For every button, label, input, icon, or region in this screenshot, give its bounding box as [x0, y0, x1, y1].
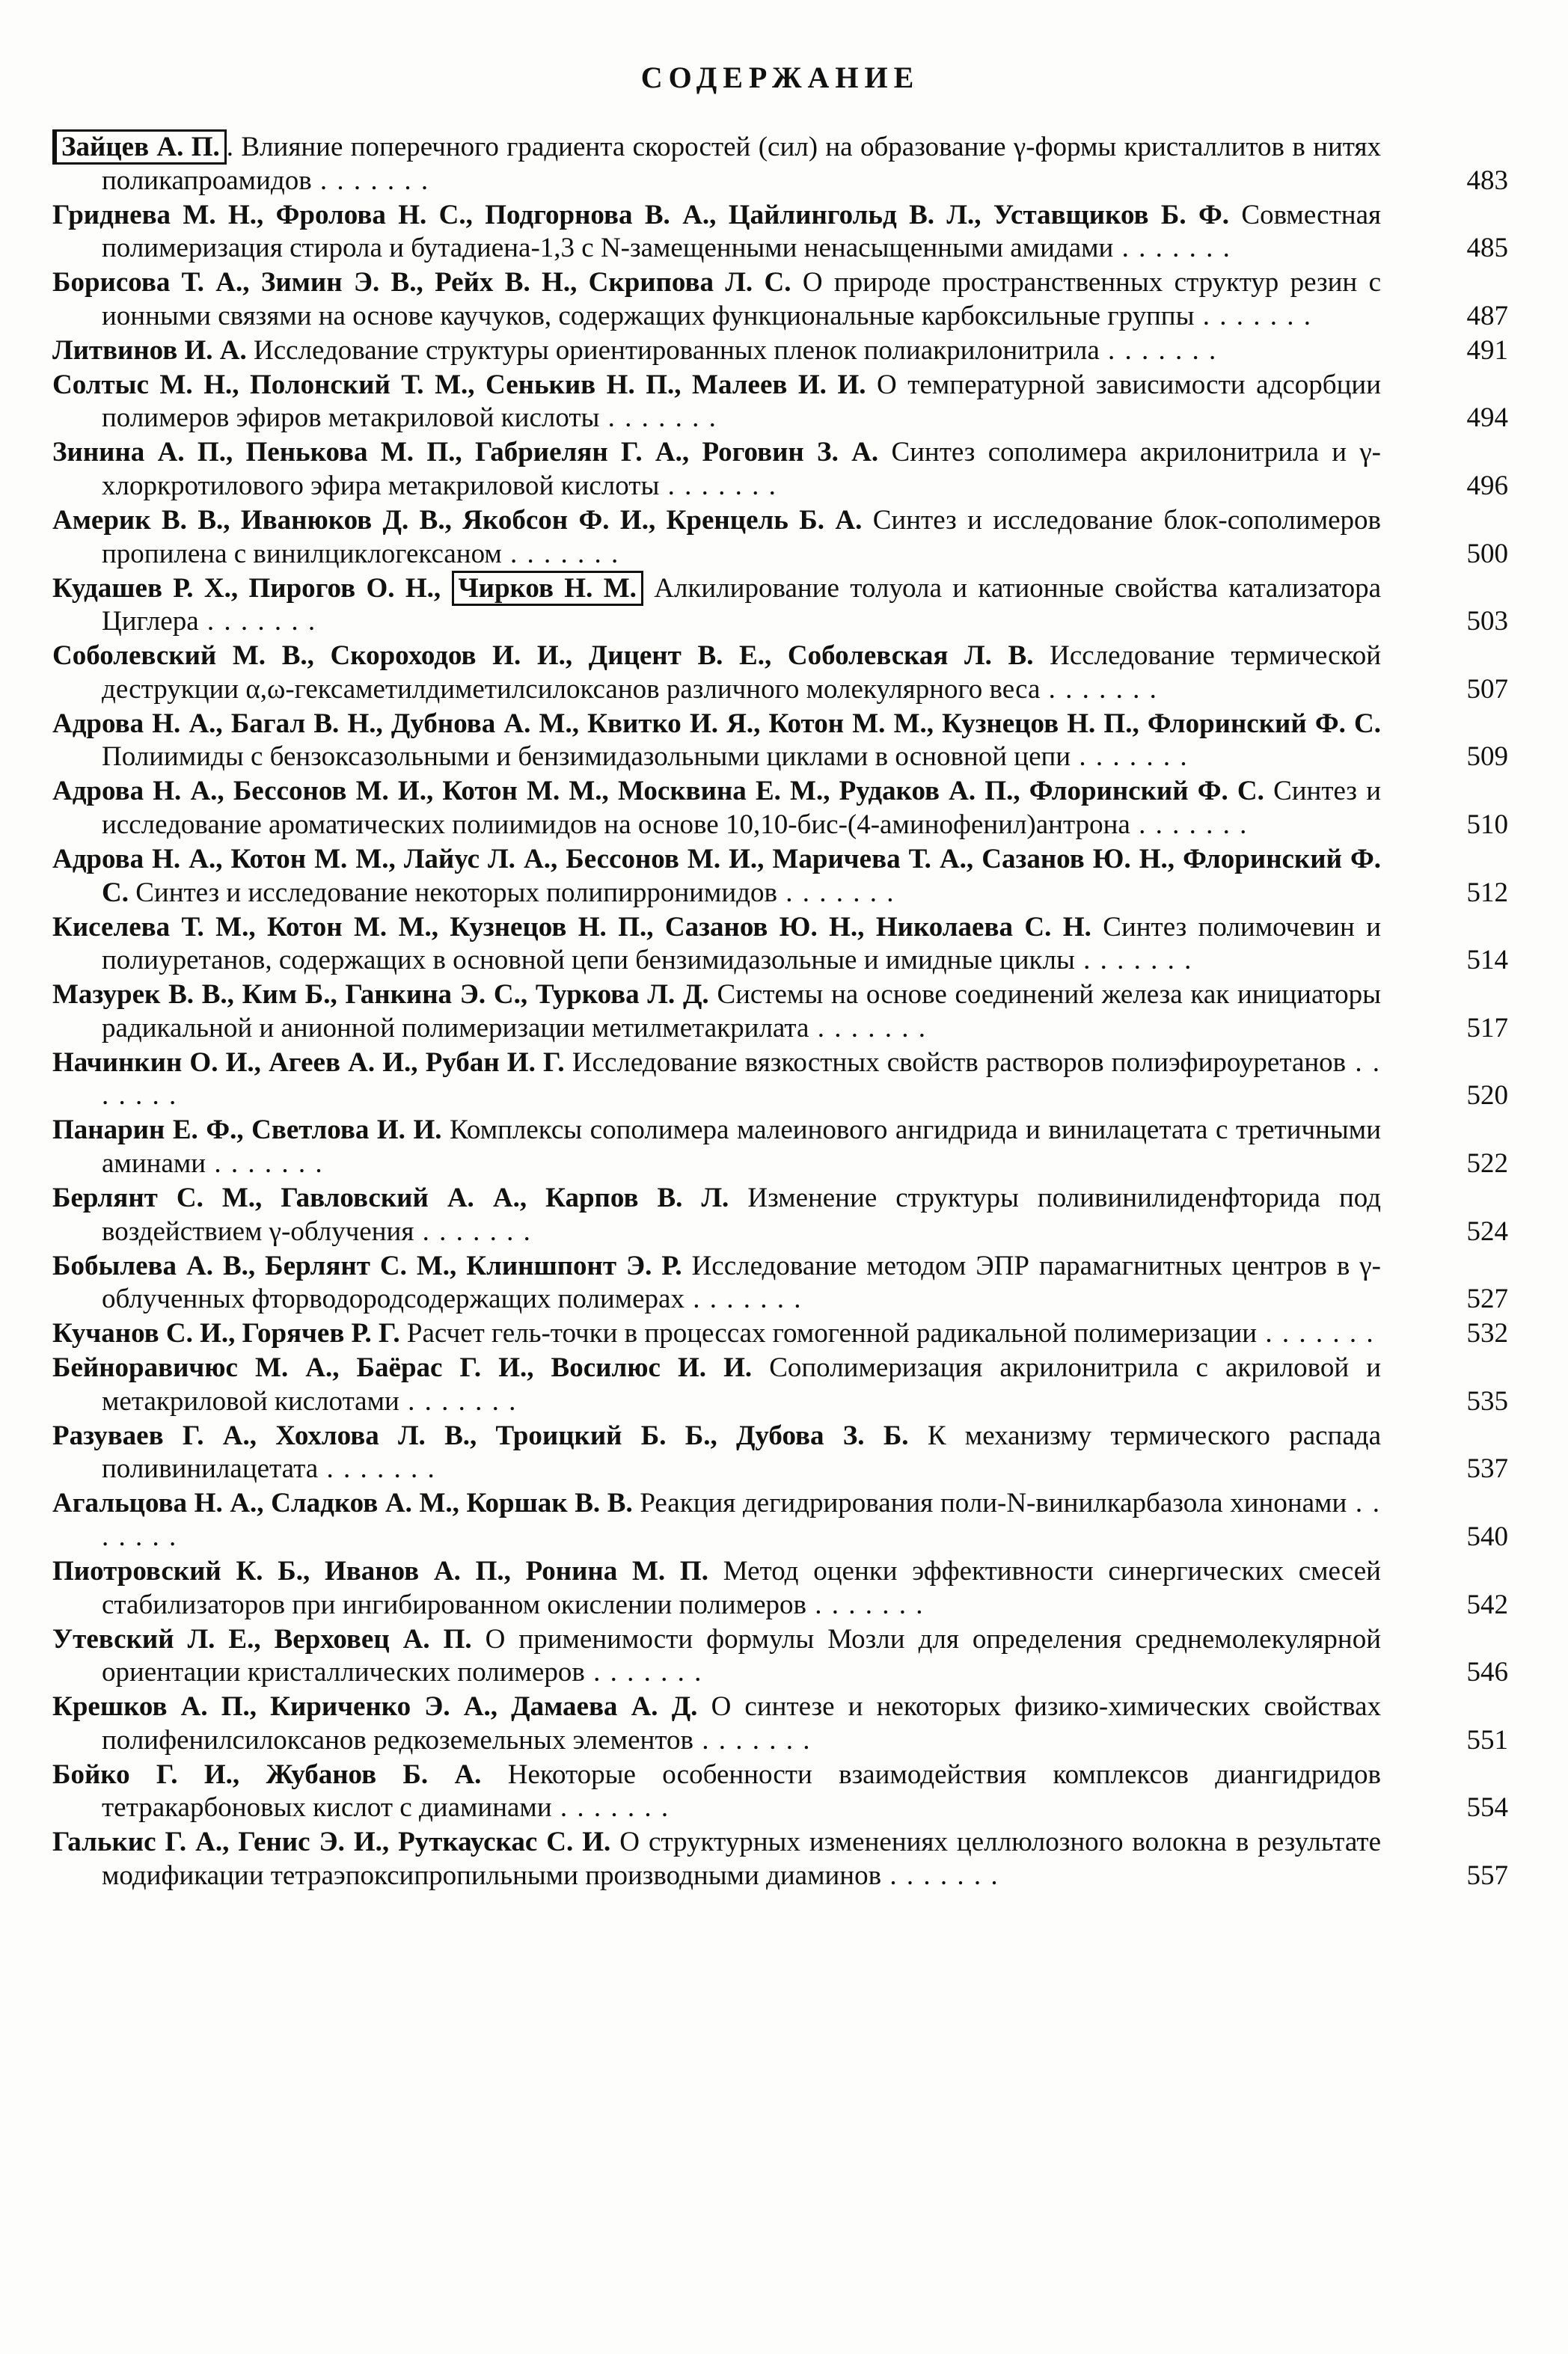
toc-entry	[52, 1046, 1508, 1113]
entry-page-number: 524	[1466, 1216, 1508, 1247]
entry-authors: Америк В. В., Иванюков Д. В., Якобсон Ф. И., Кренцель Б. А.	[52, 505, 863, 536]
toc-entry	[52, 266, 1508, 333]
entry-page-number: 487	[1466, 300, 1508, 331]
leader-dots: . . . . . . .	[806, 1589, 925, 1620]
entry-page-number: 527	[1466, 1284, 1508, 1315]
entry-page-number: 542	[1466, 1589, 1508, 1620]
entry-title: Исследование методом ЭПР парамагнитных центров в γ-облученных фторводородсодержащих полимерах	[102, 1250, 1381, 1315]
entry-title: О структурных изменениях целлюлозного волокна в результате модификации тетраэпоксипропильными производными диаминов	[102, 1827, 1381, 1891]
entry-page-number: 532	[1466, 1318, 1508, 1349]
leader-dots: . . . . . . .	[1099, 334, 1218, 366]
entry-page-number: 514	[1466, 945, 1508, 976]
entry-title: Комплексы сополимера малеинового ангидрида и винилацетата с третичными аминами	[102, 1115, 1381, 1179]
entry-authors: Соболевский М. В., Скороходов И. И., Дицент В. Е., Соболевская Л. В.	[52, 640, 1034, 672]
toc-entry	[52, 572, 1508, 639]
entry-title: Реакция дегидрирования поли-N-винилкарбазола хинонами	[640, 1488, 1347, 1519]
leader-dots: . . . . . . .	[551, 1792, 670, 1824]
toc-entry	[52, 436, 1508, 503]
leader-dots: . . . . . . .	[102, 1488, 1382, 1552]
entry-authors: Киселева Т. М., Котон М. М., Кузнецов Н. П., Сазанов Ю. Н., Николаева С. Н.	[52, 911, 1091, 942]
entry-title: Исследование структуры ориентированных пленок полиакрилонитрила	[254, 334, 1100, 366]
entry-page-number: 494	[1466, 402, 1508, 434]
leader-dots: . . . . . . .	[693, 1724, 812, 1756]
entry-page-number: 540	[1466, 1521, 1508, 1552]
entry-authors: Зинина А. П., Пенькова М. П., Габриелян Г. А., Роговин З. А.	[52, 437, 879, 468]
entry-page-number: 517	[1466, 1012, 1508, 1043]
entry-authors: Борисова Т. А., Зимин Э. В., Рейх В. Н., Скрипова Л. С.	[52, 267, 791, 298]
entry-page-number: 520	[1466, 1080, 1508, 1112]
toc-entry	[52, 199, 1508, 266]
toc-entry	[52, 131, 1508, 197]
toc-entry	[52, 1114, 1508, 1180]
toc-entry	[52, 640, 1508, 706]
entry-title: Расчет гель-точки в процессах гомогенной радикальной полимеризации	[406, 1318, 1258, 1349]
entry-page-number: 537	[1466, 1453, 1508, 1485]
entry-title: Сополимеризация акрилонитрила с акриловой и метакриловой кислотами	[102, 1352, 1382, 1417]
toc-entry	[52, 1487, 1508, 1554]
entry-title: Алкилирование толуола и катионные свойства катализатора Циглера	[102, 572, 1382, 637]
entry-authors: Бейноравичюс М. А., Баёрас Г. И., Восилюс И. И.	[52, 1352, 753, 1384]
leader-dots: . . . . . . .	[599, 402, 717, 434]
toc-entry	[52, 1623, 1508, 1690]
toc-entry	[52, 1420, 1508, 1486]
entry-authors: Адрова Н. А., Багал В. Н., Дубнова А. М., Квитко И. Я., Котон М. М., Кузнецов Н. П., Флоринский Ф. С.	[52, 708, 1381, 739]
toc-entry	[52, 1317, 1508, 1351]
entry-title: Синтез и исследование некоторых полипирронимидов	[135, 877, 777, 908]
entry-authors: Кудашев Р. Х., Пирогов О. Н.,	[52, 572, 441, 604]
entry-authors: Агальцова Н. А., Сладков А. М., Коршак В. В.	[52, 1488, 633, 1519]
leader-dots: . . . . . . .	[1130, 809, 1249, 840]
leader-dots: . . . . . . .	[584, 1657, 703, 1688]
entry-authors: Мазурек В. В., Ким Б., Ганкина Э. С., Туркова Л. Д.	[52, 979, 709, 1011]
toc-entry	[52, 1826, 1508, 1892]
leader-dots: . . . . . . .	[414, 1216, 532, 1247]
entry-page-number: 535	[1466, 1385, 1508, 1417]
entry-page-number: 557	[1466, 1860, 1508, 1891]
entry-page-number: 500	[1466, 538, 1508, 569]
entry-title: Изменение структуры поливинилиденфторида под воздействием γ-облучения	[102, 1183, 1382, 1247]
entry-title: Совместная полимеризация стирола и бутадиена-1,3 с N-замещенными ненасыщенными амидами	[102, 199, 1382, 264]
toc-entry	[52, 504, 1508, 571]
entry-page-number: 485	[1466, 233, 1508, 264]
entry-boxed-author: Зайцев А. П.	[52, 129, 227, 165]
toc-entry	[52, 911, 1508, 978]
entry-title: Исследование термической деструкции α,ω-гексаметилдиметилсилоксанов различного молекулярного веса	[102, 640, 1381, 705]
leader-dots: . . . . . . .	[206, 1147, 324, 1179]
entry-authors: Разуваев Г. А., Хохлова Л. В., Троицкий Б. Б., Дубова З. Б.	[52, 1420, 909, 1451]
entry-authors: Адрова Н. А., Бессонов М. И., Котон М. М., Москвина Е. М., Рудаков А. П., Флоринский Ф. С.	[52, 776, 1264, 807]
entry-title: О применимости формулы Мозли для определения среднемолекулярной ориентации кристаллических полимеров	[102, 1623, 1381, 1688]
leader-dots: . . . . . . .	[198, 606, 317, 637]
leader-dots: . . . . . . .	[102, 1046, 1381, 1112]
entry-authors: Пиотровский К. Б., Иванов А. П., Ронина М. П.	[52, 1556, 708, 1587]
entry-title: Синтез и исследование ароматических полиимидов на основе 10,10-бис-(4-аминофенил)антрона	[102, 776, 1381, 840]
entry-title: О природе пространственных структур резин с ионными связями на основе каучуков, содержащих функциональные карбоксильные группы	[102, 267, 1381, 331]
entry-page-number: 496	[1466, 470, 1508, 501]
entry-title: Метод оценки эффективности синергических смесей стабилизаторов при ингибированном окислении полимеров	[102, 1556, 1381, 1620]
toc-entry	[52, 334, 1508, 368]
leader-dots: . . . . . . .	[809, 1012, 927, 1043]
leader-dots: . . . . . . .	[684, 1284, 803, 1315]
toc-entry	[52, 369, 1508, 435]
leader-dots: . . . . . . .	[1194, 300, 1312, 331]
toc-entry	[52, 1691, 1508, 1757]
entry-authors: Кучанов С. И., Горячев Р. Г.	[52, 1318, 400, 1349]
entry-authors: Солтыс М. Н., Полонский Т. М., Сенькив Н. П., Малеев И. И.	[52, 369, 866, 400]
toc-entry	[52, 1250, 1508, 1317]
entry-page-number: 483	[1466, 165, 1508, 196]
leader-dots: . . . . . . .	[777, 877, 895, 908]
entry-authors: Галькис Г. А., Генис Э. И., Руткаускас С. И.	[52, 1827, 611, 1858]
entry-title: Синтез сополимера акрилонитрила и γ-хлоркротилового эфира метакриловой кислоты	[102, 437, 1382, 501]
entry-page-number: 503	[1466, 606, 1508, 637]
leader-dots: . . . . . . .	[881, 1860, 999, 1891]
entry-title: Системы на основе соединений железа как инициаторы радикальной и анионной полимеризации метилметакрилата	[102, 979, 1381, 1043]
entry-title: О температурной зависимости адсорбции полимеров эфиров метакриловой кислоты	[102, 369, 1382, 434]
toc-entry	[52, 1182, 1508, 1248]
leader-dots: . . . . . . .	[311, 165, 430, 196]
entry-page-number: 509	[1466, 741, 1508, 773]
leader-dots: . . . . . . .	[1074, 945, 1193, 976]
entry-authors: Литвинов И. А.	[52, 334, 247, 366]
entry-authors: Адрова Н. А., Котон М. М., Лайус Л. А., Бессонов М. И., Маричева Т. А., Сазанов Ю. Н., Флоринский Ф. С.	[52, 844, 1381, 908]
entry-page-number: 512	[1466, 877, 1508, 908]
entry-title: Исследование вязкостных свойств растворов полиэфироуретанов	[572, 1046, 1347, 1078]
entry-authors: Панарин Е. Ф., Светлова И. И.	[52, 1115, 442, 1146]
leader-dots: . . . . . . .	[1257, 1318, 1375, 1349]
entry-page-number: 491	[1466, 334, 1508, 366]
leader-dots: . . . . . . .	[659, 470, 777, 501]
entry-authors: Берлянт С. М., Гавловский А. А., Карпов В. Л.	[52, 1183, 729, 1213]
entry-title: О синтезе и некоторых физико-химических свойствах полифенилсилоксанов редкоземельных элементов	[102, 1691, 1382, 1756]
toc-entry	[52, 1352, 1508, 1418]
toc-entry	[52, 978, 1508, 1045]
entry-boxed-author: Чирков Н. М.	[452, 571, 643, 606]
entry-title: Некоторые особенности взаимодействия комплексов диангидридов тетракарбоновых кислот с диаминами	[102, 1759, 1381, 1824]
toc-entry	[52, 1555, 1508, 1622]
entry-title: Синтез полимочевин и полиуретанов, содержащих в основной цепи бензимидазольные и имидные циклы	[102, 911, 1381, 976]
entry-page-number: 510	[1466, 809, 1508, 840]
leader-dots: . . . . . . .	[1040, 673, 1158, 705]
entry-page-number: 522	[1466, 1147, 1508, 1179]
entry-title: К механизму термического распада поливинилацетата	[102, 1420, 1382, 1485]
entry-authors: Начинкин О. И., Агеев А. И., Рубан И. Г.	[52, 1046, 565, 1078]
entry-page-number: 507	[1466, 673, 1508, 705]
entry-title: Полиимиды с бензоксазольными и бензимидазольными циклами в основной цепи	[102, 741, 1071, 773]
entry-authors: Бобылева А. В., Берлянт С. М., Клиншпонт Э. Р.	[52, 1250, 682, 1281]
toc-entry	[52, 1759, 1508, 1825]
leader-dots: . . . . . . .	[1071, 741, 1189, 773]
leader-dots: . . . . . . .	[501, 538, 620, 569]
entry-authors: Бойко Г. И., Жубанов Б. А.	[52, 1759, 482, 1790]
toc-entry	[52, 775, 1508, 842]
entry-page-number: 546	[1466, 1657, 1508, 1688]
toc-entry	[52, 843, 1508, 910]
entry-title: . Влияние поперечного градиента скоростей (сил) на образование γ-формы кристаллитов в нитях поликапроамидов	[102, 132, 1381, 196]
leader-dots: . . . . . . .	[1113, 233, 1231, 264]
entry-page-number: 554	[1466, 1792, 1508, 1824]
toc-entry	[52, 708, 1508, 774]
entry-authors: Утевский Л. Е., Верховец А. П.	[52, 1623, 472, 1655]
contents-title: СОДЕРЖАНИЕ	[640, 61, 920, 94]
entry-title: Синтез и исследование блок-сополимеров пропилена с винилциклогексаном	[102, 505, 1381, 569]
entry-authors: Гриднева М. Н., Фролова Н. С., Подгорнова В. А., Цайлингольд В. Л., Уставщиков Б. Ф.	[52, 199, 1230, 230]
leader-dots: . . . . . . .	[399, 1385, 518, 1417]
entry-page-number: 551	[1466, 1724, 1508, 1756]
leader-dots: . . . . . . .	[318, 1453, 436, 1485]
entry-authors: Крешков А. П., Кириченко Э. А., Дамаева А. Д.	[52, 1691, 698, 1723]
table-of-contents	[52, 131, 1508, 1892]
